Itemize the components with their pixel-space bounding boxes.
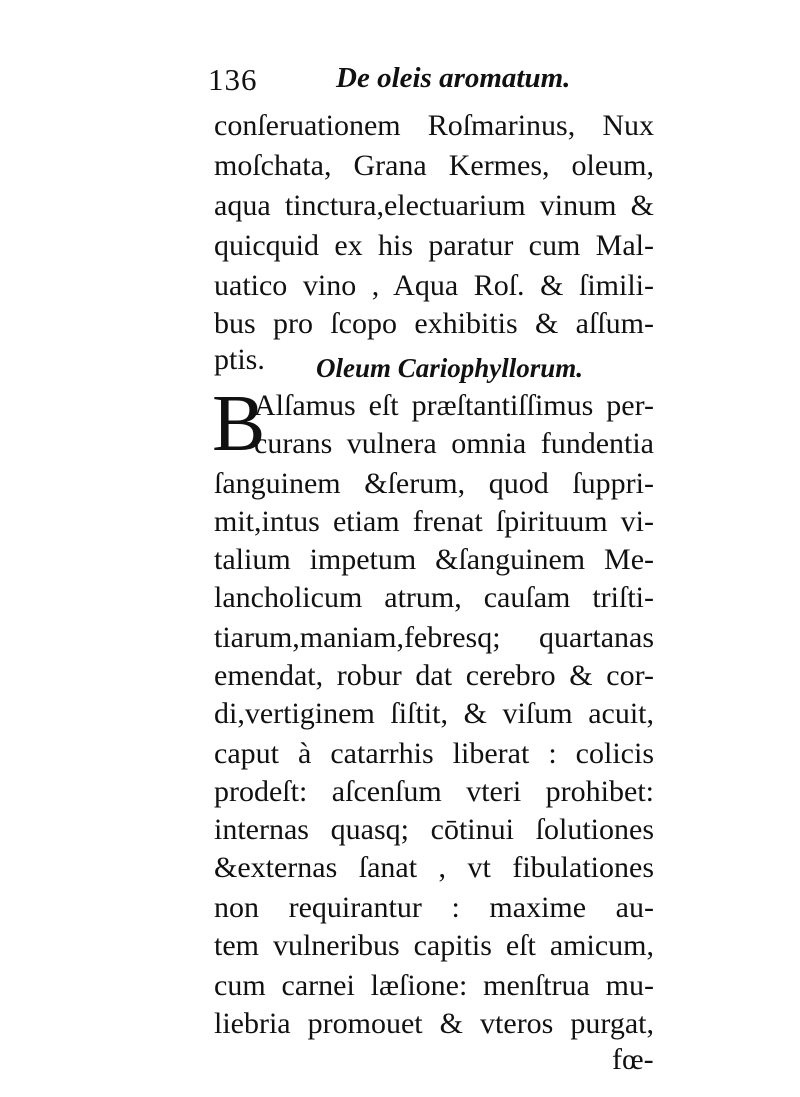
page-number: 136 bbox=[208, 62, 258, 97]
text-line: talium impetum &ſanguinem Me- bbox=[214, 543, 654, 576]
text-line: moſchata, Grana Kermes, oleum, bbox=[214, 149, 654, 182]
text-line: tiarum,maniam,febresq; quartanas bbox=[214, 621, 654, 654]
text-line: internas quasq; cōtinui ſolutiones bbox=[214, 813, 654, 846]
text-line: di,vertiginem ſiſtit, & viſum acuit, bbox=[214, 697, 654, 730]
text-line: caput à catarrhis liberat : colicis bbox=[214, 737, 654, 770]
text-line: &externas ſanat , vt fibulationes bbox=[214, 851, 654, 884]
text-line: liebria promouet & vteros purgat, bbox=[214, 1007, 654, 1040]
text-line: Alſamus eſt præſtantiſſimus per- bbox=[254, 389, 654, 422]
text-line: prodeſt: aſcenſum vteri prohibet: bbox=[214, 775, 654, 808]
text-line: quicquid ex his paratur cum Mal- bbox=[214, 229, 654, 262]
text-line: emendat, robur dat cerebro & cor- bbox=[214, 659, 654, 692]
text-line: cum carnei læſione: menſtrua mu- bbox=[214, 969, 654, 1002]
running-title: De oleis aromatum. bbox=[336, 62, 571, 94]
text-line: uatico vino , Aqua Roſ. & ſimili- bbox=[214, 269, 654, 302]
page-header bbox=[208, 62, 668, 102]
text-line: ptis. bbox=[214, 343, 265, 376]
drop-cap: B bbox=[212, 380, 266, 468]
text-line: curans vulnera omnia fundentia bbox=[254, 427, 654, 460]
text-line: lancholicum atrum, cauſam triſti- bbox=[214, 581, 654, 614]
text-line: aqua tinctura,electuarium vinum & bbox=[214, 189, 654, 222]
text-line: bus pro ſcopo exhibitis & aſſum- bbox=[214, 307, 654, 340]
text-line: conſeruationem Roſmarinus, Nux bbox=[214, 109, 654, 142]
catchword: fœ- bbox=[612, 1043, 654, 1076]
text-line: mit,intus etiam frenat ſpirituum vi- bbox=[214, 505, 654, 538]
text-line: non requirantur : maxime au- bbox=[214, 891, 654, 924]
text-line: tem vulneribus capitis eſt amicum, bbox=[214, 929, 654, 962]
text-line: ſanguinem &ſerum, quod ſuppri- bbox=[214, 467, 654, 500]
section-heading: Oleum Cariophyllorum. bbox=[316, 353, 584, 383]
